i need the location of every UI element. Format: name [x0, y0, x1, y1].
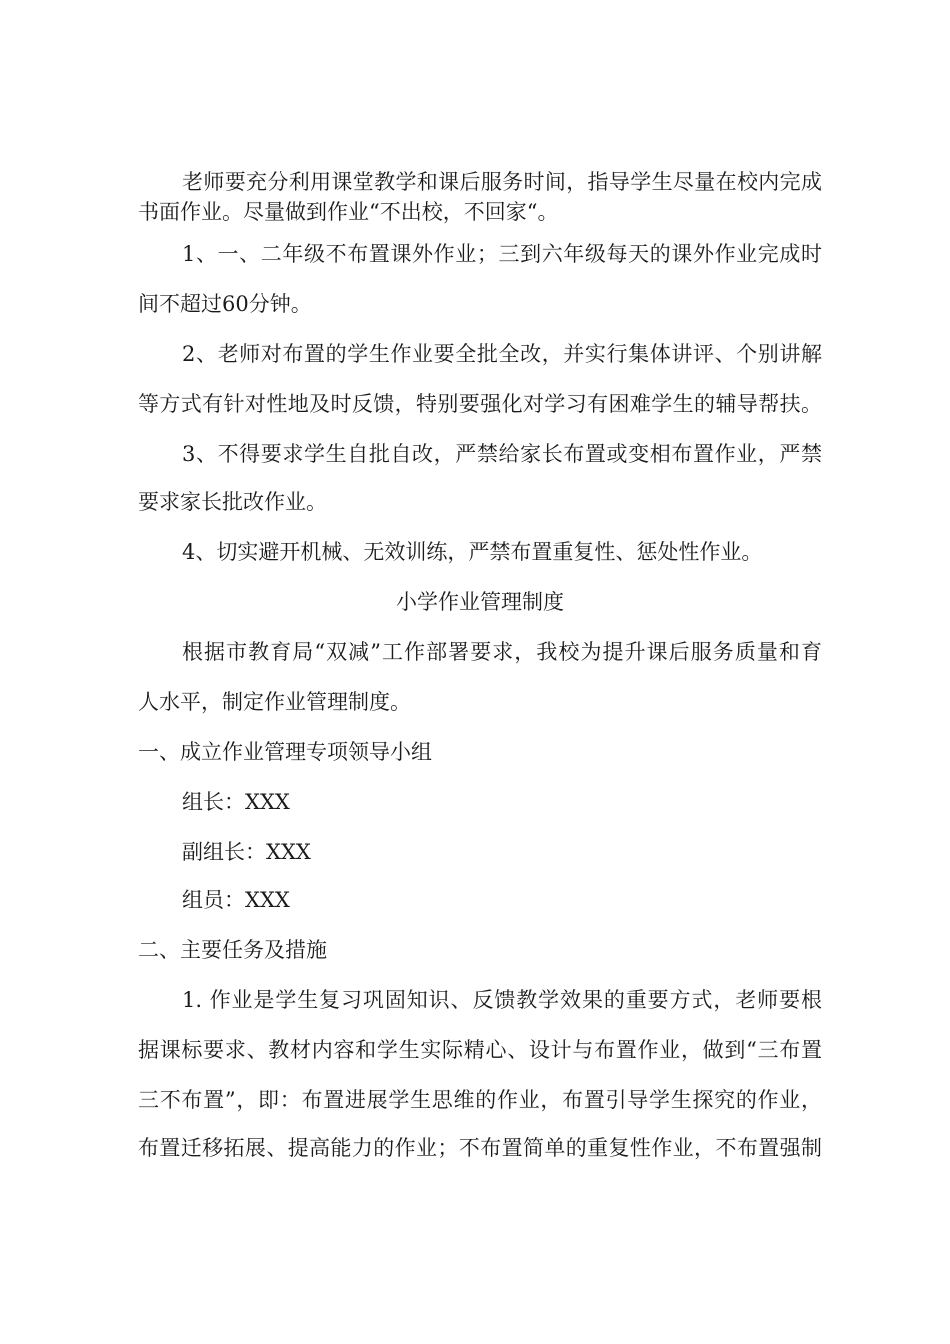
section-1-heading: 一、成立作业管理专项领导小组 — [138, 740, 432, 764]
document-title: 小学作业管理制度 — [396, 590, 564, 614]
intro-paragraph-line-2: 书面作业。尽量做到作业“不出校，不回家“。 — [138, 200, 559, 224]
rule-2-line-2: 等方式有针对性地及时反馈，特别要强化对学习有困难学生的辅导帮扶。 — [138, 392, 822, 416]
rule-1-line-1: 1、一、二年级不布置课外作业；三到六年级每天的课外作业完成时 — [182, 242, 822, 266]
preface-line-1: 根据市教育局“双减”工作部署要求，我校为提升课后服务质量和育 — [182, 640, 822, 664]
task-1-line-4: 布置迁移拓展、提高能力的作业；不布置简单的重复性作业，不布置强制 — [138, 1136, 822, 1160]
preface-line-2: 人水平，制定作业管理制度。 — [138, 690, 411, 714]
rule-4-line-1: 4、切实避开机械、无效训练，严禁布置重复性、惩处性作业。 — [182, 540, 763, 564]
rule-1-line-2: 间不超过60分钟。 — [138, 292, 312, 316]
task-1-line-3: 三不布置”，即：布置进展学生思维的作业，布置引导学生探究的作业， — [138, 1088, 822, 1112]
rule-3-line-1: 3、不得要求学生自批自改，严禁给家长布置或变相布置作业，严禁 — [182, 442, 822, 466]
section-2-heading: 二、主要任务及措施 — [138, 938, 327, 962]
group-deputy-leader: 副组长：XXX — [182, 840, 311, 864]
group-leader: 组长：XXX — [182, 790, 290, 814]
rule-3-line-2: 要求家长批改作业。 — [138, 490, 327, 514]
task-1-line-1: 1. 作业是学生复习巩固知识、反馈教学效果的重要方式，老师要根 — [182, 988, 822, 1012]
task-1-line-2: 据课标要求、教材内容和学生实际精心、设计与布置作业，做到“三布置 — [138, 1038, 822, 1062]
rule-2-line-1: 2、老师对布置的学生作业要全批全改，并实行集体讲评、个别讲解 — [182, 342, 822, 366]
intro-paragraph-line-1: 老师要充分利用课堂教学和课后服务时间，指导学生尽量在校内完成 — [182, 170, 822, 194]
group-member: 组员：XXX — [182, 888, 290, 912]
